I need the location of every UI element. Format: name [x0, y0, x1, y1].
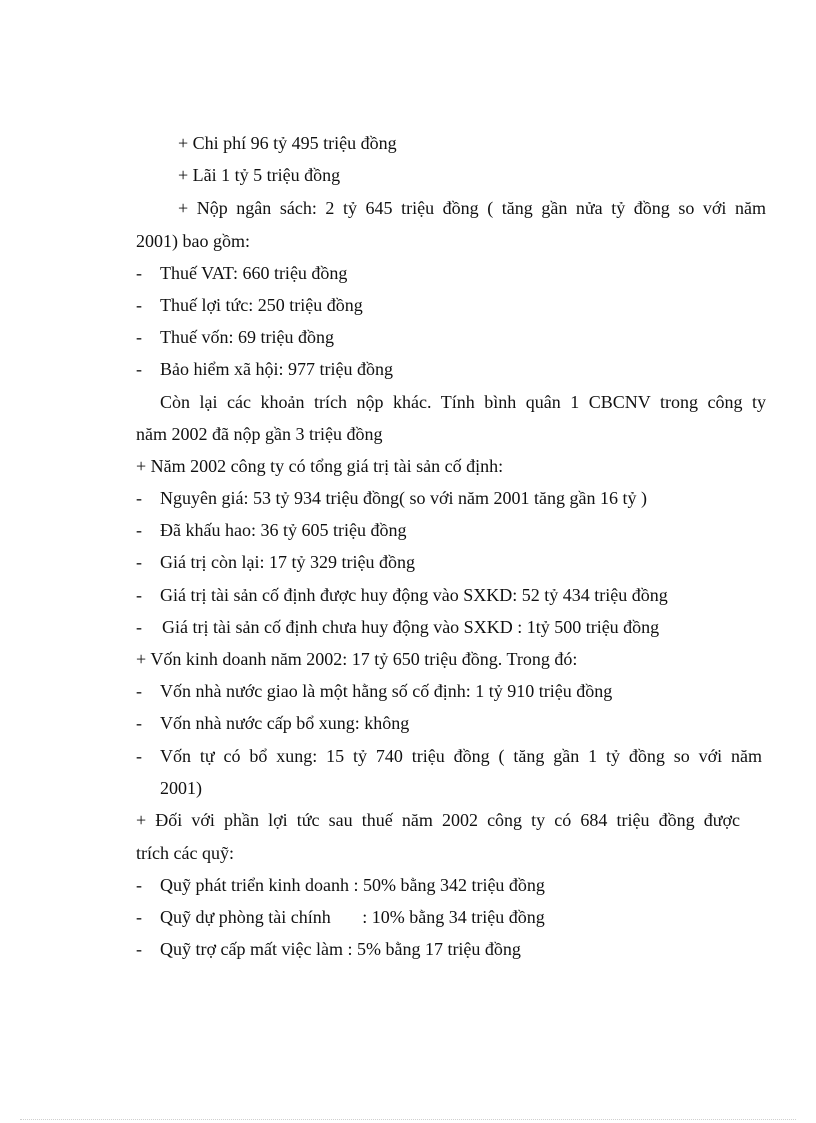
section-after-tax-profit-cont: trích các quỹ:: [136, 843, 234, 863]
list-item-own-capital-cont: 2001): [160, 778, 202, 798]
text-line-remaining: Còn lại các khoản trích nộp khác. Tính bình quân 1 CBCNV trong công ty: [160, 392, 766, 412]
bullet-dash: -: [136, 875, 142, 895]
bullet-dash: -: [136, 681, 142, 701]
list-item-original-cost: Nguyên giá: 53 tỷ 934 triệu đồng( so với năm 2001 tăng gần 16 tỷ ): [160, 488, 647, 508]
bullet-dash: -: [136, 327, 142, 347]
list-item-unmobilized-assets: Giá trị tài sản cố định chưa huy động vào SXKD : 1tỷ 500 triệu đồng: [162, 617, 660, 637]
list-item-state-supplement: Vốn nhà nước cấp bổ xung: không: [160, 713, 410, 733]
list-item-profit-tax: Thuế lợi tức: 250 triệu đồng: [160, 295, 363, 315]
bullet-dash: -: [136, 907, 142, 927]
list-item-vat: Thuế VAT: 660 triệu đồng: [160, 263, 348, 283]
bullet-dash: -: [136, 713, 142, 733]
text-line-profit: + Lãi 1 tỷ 5 triệu đồng: [178, 165, 341, 185]
list-item-severance-fund: Quỹ trợ cấp mất việc làm : 5% bằng 17 triệu đồng: [160, 939, 521, 959]
bullet-dash: -: [136, 617, 142, 637]
list-item-mobilized-assets: Giá trị tài sản cố định được huy động vào SXKD: 52 tỷ 434 triệu đồng: [160, 585, 668, 605]
bullet-dash: -: [136, 263, 142, 283]
text-line-remaining-cont: năm 2002 đã nộp gần 3 triệu đồng: [136, 424, 383, 444]
list-item-social-insurance: Bảo hiểm xã hội: 977 triệu đồng: [160, 359, 393, 379]
list-item-capital-tax: Thuế vốn: 69 triệu đồng: [160, 327, 334, 347]
bullet-dash: -: [136, 552, 142, 572]
list-item-development-fund: Quỹ phát triển kinh doanh : 50% bằng 342 triệu đồng: [160, 875, 545, 895]
list-item-remaining-value: Giá trị còn lại: 17 tỷ 329 triệu đồng: [160, 552, 415, 572]
list-item-own-capital: Vốn tự có bổ xung: 15 tỷ 740 triệu đồng ( tăng gần 1 tỷ đồng so với năm: [160, 746, 762, 766]
list-item-reserve-fund: Quỹ dự phòng tài chính : 10% bằng 34 triệu đồng: [160, 907, 545, 927]
bullet-dash: -: [136, 746, 142, 766]
bullet-dash: -: [136, 295, 142, 315]
section-business-capital: + Vốn kinh doanh năm 2002: 17 tỷ 650 triệu đồng. Trong đó:: [136, 649, 578, 669]
section-after-tax-profit: + Đối với phần lợi tức sau thuế năm 2002 công ty có 684 triệu đồng được: [136, 810, 740, 830]
bullet-dash: -: [136, 359, 142, 379]
bullet-dash: -: [136, 939, 142, 959]
text-line-budget-cont: 2001) bao gồm:: [136, 231, 250, 251]
page-bottom-border: [20, 1119, 796, 1120]
list-item-state-capital: Vốn nhà nước giao là một hằng số cố định: 1 tỷ 910 triệu đồng: [160, 681, 613, 701]
text-line-cost: + Chi phí 96 tỷ 495 triệu đồng: [178, 133, 397, 153]
text-line-budget: + Nộp ngân sách: 2 tỷ 645 triệu đồng ( tăng gần nửa tỷ đồng so với năm: [178, 198, 766, 218]
bullet-dash: -: [136, 520, 142, 540]
bullet-dash: -: [136, 488, 142, 508]
list-item-depreciation: Đã khấu hao: 36 tỷ 605 triệu đồng: [160, 520, 407, 540]
bullet-dash: -: [136, 585, 142, 605]
section-fixed-assets: + Năm 2002 công ty có tổng giá trị tài sản cố định:: [136, 456, 504, 476]
